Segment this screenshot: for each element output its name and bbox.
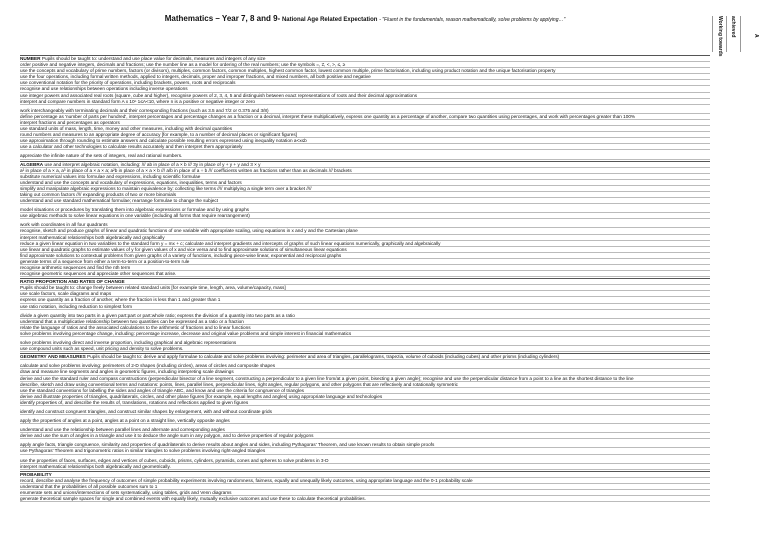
page-title bbox=[20, 14, 710, 23]
objective-row: identify and construct congruent triangles, and construct similar shapes by enlargement, with and without coordinate grids bbox=[20, 409, 710, 415]
objective-row: solve problems involving direct and inverse proportion, including graphical and algebraic representations bbox=[20, 340, 710, 346]
objective-row: Pupils should be taught to: change freely between related standard units [for example time, length, area, volume/capacity, mass] bbox=[20, 285, 710, 291]
objective-row: use algebraic methods to solve linear equations in one variable (including all forms that require rearrangement) bbox=[20, 213, 710, 219]
objective-row: substitute numerical values into formulae and expressions, including scientific formulae bbox=[20, 174, 710, 180]
objective-row: derive and use the standard ruler and compass constructions (perpendicular bisector of a line segment, constructing a perpendicular to a given line from/at a given point, bisecting a given angle); recognise and use the perpendicular distance from a point to a line as the shortest distance to the line bbox=[20, 376, 710, 382]
objective-row: recognise and use relationships between operations including inverse operations bbox=[20, 86, 710, 92]
objective-row: apply angle facts, triangle congruence, similarity and properties of quadrilaterals to derive results about angles and sides, including Pythagoras' Theorem, and use known results to obtain simple proofs bbox=[20, 442, 710, 448]
col-working-towards: Working towards bbox=[717, 16, 723, 57]
objective-row: interpret mathematical relationships both algebraically and graphically bbox=[20, 235, 710, 241]
objective-row: understand and use the concepts and vocabulary of expressions, equations, inequalities, terms and factors bbox=[20, 180, 710, 186]
objective-row: interpret fractions and percentages as operators bbox=[20, 120, 710, 126]
objective-row: reduce a given linear equation in two variables to the standard form y = mx + c; calculate and interpret gradients and intercepts of graphs of such linear equations numerically, graphically and algebraically bbox=[20, 241, 710, 247]
objective-row: divide a given quantity into two parts in a given part:part or part:whole ratio; express the division of a quantity into two parts as a ratio bbox=[20, 313, 710, 319]
col-divider bbox=[726, 16, 727, 52]
objective-row: use the properties of faces, surfaces, edges and vertices of cubes, cuboids, prisms, cylinders, pyramids, cones and spheres to solve problems in 3-D bbox=[20, 458, 710, 464]
col-achieved: achieved bbox=[730, 16, 736, 38]
objective-row: use linear and quadratic graphs to estimate values of y for given values of x and vice versa and to find approximate solutions of simultaneous linear equations bbox=[20, 247, 710, 253]
objective-row: interpret and compare numbers in standard form A x 10ⁿ 1≤A<10, where n is a positive or negative integer or zero bbox=[20, 99, 710, 105]
objective-row: solve problems involving percentage change, including: percentage increase, decrease and original value problems and simple interest in financial mathematics bbox=[20, 331, 710, 337]
section-heading-row: ALGEBRA use and interpret algebraic notation, including: /// ab in place of a × b /// 3y in place of y + y + y and 3 × y bbox=[20, 161, 710, 168]
objective-row: relate the language of ratios and the associated calculations to the arithmetic of fractions and to linear functions bbox=[20, 325, 710, 331]
section-heading-row: GEOMETRY AND MEASURES Pupils should be taught to: derive and apply formulae to calculate and solve problems involving: perimeter and area of triangles, parallelograms, trapezia, volume of cuboids (including cubes) and other prisms (including cylinders) bbox=[20, 353, 710, 360]
section-label: GEOMETRY AND MEASURES bbox=[20, 354, 86, 360]
section-label: NUMBER bbox=[20, 56, 41, 61]
objective-row: order positive and negative integers, decimals and fractions; use the number line as a model for ordering of the real numbers; use the symbols =, ≠, <, >, ≤, ≥ bbox=[20, 62, 710, 68]
objective-row: use integer powers and associated real roots (square, cube and higher), recognise powers of 2, 3, 4, 5 and distinguish between exact representations of roots and their decimal approximations bbox=[20, 93, 710, 99]
objective-row: work with coordinates in all four quadrants bbox=[20, 222, 710, 228]
objective-row: draw and measure line segments and angles in geometric figures, including interpreting scale drawings bbox=[20, 369, 710, 375]
objective-row: use the four operations, including formal written methods, applied to integers, decimals, proper and improper fractions, and mixed numbers, all both positive and negative bbox=[20, 74, 710, 80]
objective-row: use a calculator and other technologies to calculate results accurately and then interpret them appropriately bbox=[20, 144, 710, 150]
objective-row: use compound units such as speed, unit pricing and density to solve problems. bbox=[20, 346, 710, 352]
section-label: ALGEBRA bbox=[20, 161, 44, 167]
col-divider bbox=[740, 16, 741, 52]
objective-row: round numbers and measures to an appropriate degree of accuracy [for example, to a number of decimal places or significant figures] bbox=[20, 132, 710, 138]
objective-row: use conventional notation for the priority of operations, including brackets, powers, roots and reciprocals bbox=[20, 80, 710, 86]
objective-row: recognise geometric sequences and appreciate other sequences that arise. bbox=[20, 271, 710, 277]
objective-row: generate terms of a sequence from either a term-to-term or a position-to-term rule bbox=[20, 259, 710, 265]
objective-row: understand that a multiplicative relationship between two quantities can be expressed as a ratio or a fraction bbox=[20, 319, 710, 325]
level-text: National Age Related Expectation bbox=[281, 17, 378, 23]
quote-text: - "Fluent in the fundamentals, reason mathematically, solve problems by applying…" bbox=[379, 17, 566, 23]
objective-row: apply the properties of angles at a point, angles at a point on a straight line, vertically opposite angles bbox=[20, 418, 710, 424]
objectives-list bbox=[20, 54, 710, 502]
section-heading-row: NUMBER Pupils should be taught to: understand and use place value for decimals, measures and integers of any size bbox=[20, 55, 710, 62]
objective-row: define percentage as 'number of parts per hundred', interpret percentages and percentage changes as a fraction or a decimal, interpret these multiplicatively, express one quantity as a percentage of another, compare two quantities using percentages, and work with percentages greater than 100% bbox=[20, 114, 710, 120]
objective-row: derive and illustrate properties of triangles, quadrilaterals, circles, and other plane figures [for example, equal lengths and angles] using appropriate language and technologies bbox=[20, 394, 710, 400]
section-heading-row: PROBABILITY bbox=[20, 471, 710, 478]
objective-row: model situations or procedures by translating them into algebraic expressions or formulae and by using graphs bbox=[20, 207, 710, 213]
title-text: Mathematics – Year 7, 8 and 9- bbox=[164, 14, 281, 23]
objective-row: simplify and manipulate algebraic expressions to maintain equivalence by: collecting like terms //// multiplying a single term over a bracket //// bbox=[20, 186, 710, 192]
objective-row: enumerate sets and unions/intersections of sets systematically, using tables, grids and Venn diagrams bbox=[20, 490, 710, 496]
objective-row: generate theoretical sample spaces for single and combined events with equally likely, mutually exclusive outcomes and use these to calculate theoretical probabilities. bbox=[20, 496, 710, 502]
objective-row: appreciate the infinite nature of the sets of integers, real and rational numbers. bbox=[20, 153, 710, 159]
col-a: A bbox=[753, 34, 759, 38]
objective-row: work interchangeably with terminating decimals and their corresponding fractions (such as 3.5 and 7/2 or 0.375 and 3/8) bbox=[20, 108, 710, 114]
objective-row: derive and use the sum of angles in a triangle and use it to deduce the angle sum in any polygon, and to derive properties of regular polygons bbox=[20, 433, 710, 439]
objective-row: record, describe and analyse the frequency of outcomes of simple probability experiments involving randomness, fairness, equally and unequally likely outcomes, using appropriate language and the 0-1 probability scale bbox=[20, 478, 710, 484]
objective-row: understand and use standard mathematical formulae; rearrange formulae to change the subject bbox=[20, 198, 710, 204]
objective-row: taking out common factors //// expanding products of two or more binomials bbox=[20, 192, 710, 198]
objective-row: use approximation through rounding to estimate answers and calculate possible resulting errors expressed using inequality notation a<x≤b bbox=[20, 138, 710, 144]
page-header bbox=[20, 10, 759, 57]
objective-row: a² in place of a × a, a³ in place of a × a × a; a²b in place of a × a × b /// a/b in place of a ÷ b /// coefficients written as fractions rather than as decimals /// brackets bbox=[20, 168, 710, 174]
objective-row: use the concepts and vocabulary of prime numbers, factors (or divisors), multiples, common factors, common multiples, highest common factor, lowest common multiple, prime factorisation, including using product notation and the unique factorisation property bbox=[20, 68, 710, 74]
objective-row: use standard units of mass, length, time, money and other measures, including with decimal quantities bbox=[20, 126, 710, 132]
objective-row: recognise, sketch and produce graphs of linear and quadratic functions of one variable with appropriate scaling, using equations in x and y and the Cartesian plane bbox=[20, 228, 710, 234]
objective-row: find approximate solutions to contextual problems from given graphs of a variety of functions, including piece-wise linear, exponential and reciprocal graphs bbox=[20, 253, 710, 259]
col-divider bbox=[712, 16, 713, 52]
objective-row: calculate and solve problems involving: perimeters of 2-D shapes (including circles), areas of circles and composite shapes bbox=[20, 363, 710, 369]
objective-row: understand that the probabilities of all possible outcomes sum to 1 bbox=[20, 484, 710, 490]
objective-row: use scale factors, scale diagrams and maps bbox=[20, 291, 710, 297]
objective-row: use the standard conventions for labelling the sides and angles of triangle ABC, and know and use the criteria for congruence of triangles bbox=[20, 388, 710, 394]
objective-row: understand and use the relationship between parallel lines and alternate and corresponding angles bbox=[20, 427, 710, 433]
objective-row: describe, sketch and draw using conventional terms and notations: points, lines, parallel lines, perpendicular lines, right angles, regular polygons, and other polygons that are reflectively and rotationally symmetric bbox=[20, 382, 710, 388]
objective-row: use ratio notation, including reduction to simplest form bbox=[20, 304, 710, 310]
objective-row: use Pythagoras' Theorem and trigonometric ratios in similar triangles to solve problems involving right-angled triangles bbox=[20, 448, 710, 454]
objective-row: interpret mathematical relationships both algebraically and geometrically. bbox=[20, 464, 710, 470]
objective-row: recognise arithmetic sequences and find the nth term bbox=[20, 265, 710, 271]
objective-row: identify properties of, and describe the results of, translations, rotations and reflections applied to given figures bbox=[20, 400, 710, 406]
objective-row: express one quantity as a fraction of another, where the fraction is less than 1 and greater than 1 bbox=[20, 297, 710, 303]
section-heading-row: RATIO PROPORTION AND RATES OF CHANGE bbox=[20, 278, 710, 285]
